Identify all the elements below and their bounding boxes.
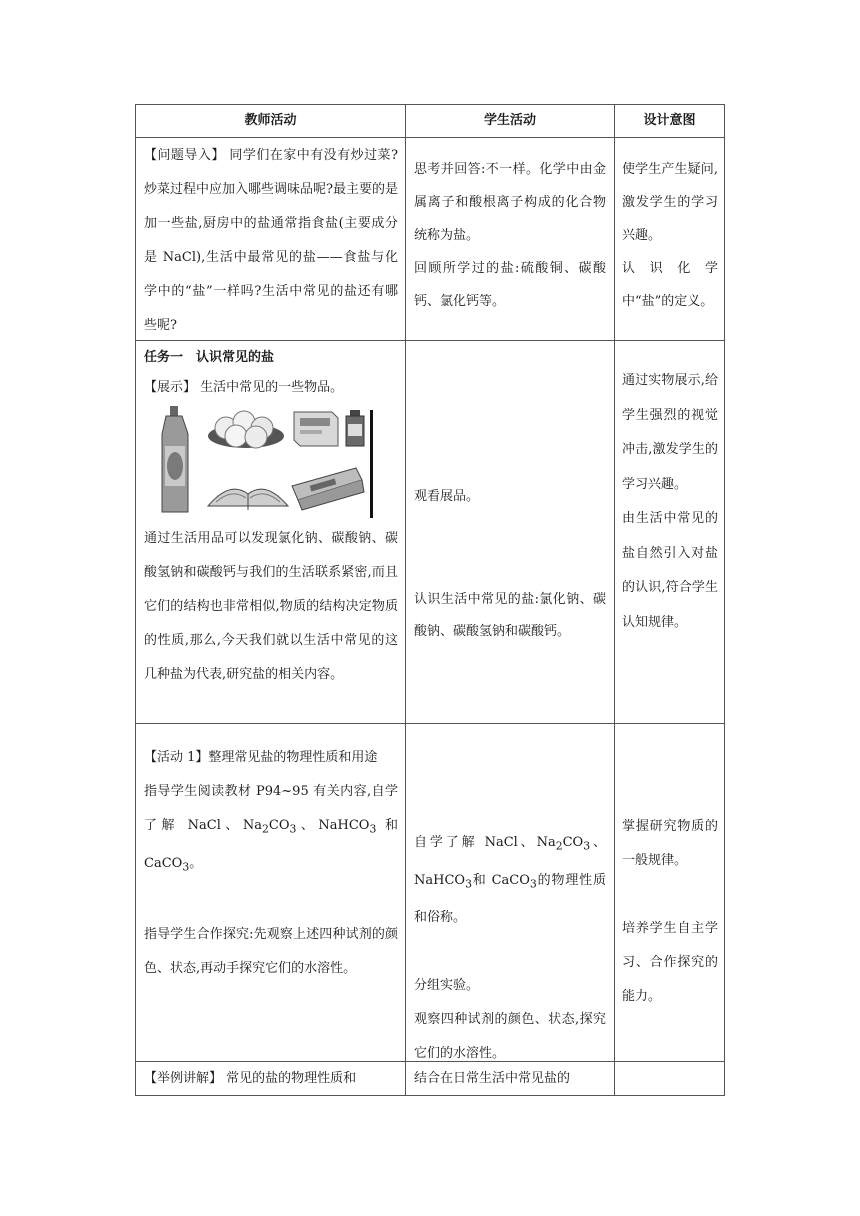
header-student-activity: 学生活动 xyxy=(483,113,536,128)
daily-life-salts-text: 结合在日常生活中常见盐的 xyxy=(414,1071,571,1086)
row2-teacher-bottom xyxy=(144,522,398,692)
student-answer-text: 思考并回答:不一样。化学中由金属离子和酸根离子构成的化合物统称为盐。 xyxy=(414,162,606,243)
row3-intent-cell xyxy=(622,810,718,1014)
eggs-plate-icon xyxy=(208,411,284,448)
divider-bar xyxy=(370,410,373,518)
self-learn-part: 的物理性质和俗称。 xyxy=(414,872,606,926)
common-salts-text: 认识生活中常见的盐:氯化钠、碳酸钠、碳酸氢钠和碳酸钙。 xyxy=(414,592,606,639)
group-experiment-text: 分组实验。 xyxy=(414,978,480,994)
observe-reagents-text: 观察四种试剂的颜色、状态,探究它们的水溶性。 xyxy=(414,1012,606,1062)
self-learn-part: 和 CaCO xyxy=(471,872,530,888)
header-design-intent: 设计意图 xyxy=(643,113,696,128)
subscript: 3 xyxy=(289,822,297,836)
intent-method-text: 掌握研究物质的一般规律。 xyxy=(622,819,718,868)
row4-teacher-cell xyxy=(144,1062,398,1096)
subscript: 2 xyxy=(555,839,563,853)
dish-soap-bottle-icon xyxy=(162,406,188,512)
row1-teacher-cell xyxy=(144,139,398,343)
subscript: 3 xyxy=(182,860,190,874)
show-items-text: 【展示】 生活中常见的一些物品。 xyxy=(144,380,344,395)
subscript: 2 xyxy=(262,822,269,836)
self-learn-part: 自学了解 NaCl、Na xyxy=(414,835,556,850)
header-teacher-activity: 教师活动 xyxy=(244,113,297,128)
task-one-title: 任务一 认识常见的盐 xyxy=(144,350,275,365)
self-learn-salts-text xyxy=(414,826,606,935)
watch-exhibits-text: 观看展品。 xyxy=(414,489,480,504)
row4-student-cell xyxy=(414,1062,606,1096)
medicine-bottle-icon xyxy=(346,410,364,446)
subscript: 3 xyxy=(369,822,377,836)
self-study-part: 。 xyxy=(189,855,203,871)
self-study-text xyxy=(144,775,398,884)
self-study-part: 指导学生阅读教材 P94~95 有关内容,自学了解 NaCl、Na xyxy=(144,784,398,833)
self-study-part: 、NaHCO xyxy=(296,818,370,833)
row1-student-cell xyxy=(414,153,606,318)
intent-cooperation-text: 培养学生自主学习、合作探究的能力。 xyxy=(622,921,718,1004)
self-learn-part: CO xyxy=(562,835,584,850)
example-lecture-text: 【举例讲解】 常见的盐的物理性质和 xyxy=(144,1071,357,1086)
problem-intro-text: 【问题导入】 同学们在家中有没有炒过菜?炒菜过程中应加入哪些调味品呢?最主要的是加一些盐,厨房中的盐通常指食盐(主要成分是 NaCl),生活中最常见的盐——食盐与化学中的“盐”一样吗?生活中常见的盐还有哪些呢? xyxy=(144,148,398,333)
subscript: 3 xyxy=(529,877,537,891)
self-study-part: CO xyxy=(268,818,290,833)
everyday-items-image xyxy=(160,406,380,518)
row1-intent-cell xyxy=(622,153,718,318)
intent-visual-text: 通过实物展示,给学生强烈的视觉冲击,激发学生的学习兴趣。 xyxy=(622,373,718,492)
student-review-text: 回顾所学过的盐:硫酸铜、碳酸钙、氯化钙等。 xyxy=(414,261,606,309)
row2-intent-cell xyxy=(622,364,718,640)
intent-curiosity-text: 使学生产生疑问,激发学生的学习兴趣。 xyxy=(622,162,718,243)
cooperative-inquiry-text: 指导学生合作探究:先观察上述四种试剂的颜色、状态,再动手探究它们的水溶性。 xyxy=(144,927,398,977)
row2-student-cell-2 xyxy=(414,584,606,648)
row3-student-cell xyxy=(414,826,606,1071)
toothpaste-icon xyxy=(292,468,364,510)
intent-cognition-text: 由生活中常见的盐自然引入对盐的认识,符合学生认知规律。 xyxy=(622,511,718,630)
self-learn-part: 、NaHCO xyxy=(414,835,606,888)
activity-one-title: 【活动 1】整理常见盐的物理性质和用途 xyxy=(144,750,378,765)
medicine-box-icon xyxy=(294,412,338,446)
open-book-icon xyxy=(208,489,288,510)
salts-connection-text: 通过生活用品可以发现氯化钠、碳酸钠、碳酸氢钠和碳酸钙与我们的生活联系紧密,而且它们的结构也非常相似,物质的结构决定物质的性质,那么,今天我们就以生活中常见的这几种盐为代表,研究盐的相关内容。 xyxy=(144,531,398,682)
row3-teacher-cell xyxy=(144,741,398,986)
self-study-part: 和 CaCO xyxy=(144,818,398,871)
intent-definition-text: 认识化学中“盐”的定义。 xyxy=(622,261,718,309)
row2-teacher-top xyxy=(144,343,398,403)
subscript: 3 xyxy=(583,839,591,853)
subscript: 3 xyxy=(465,877,472,891)
row2-student-cell-1 xyxy=(414,480,606,514)
